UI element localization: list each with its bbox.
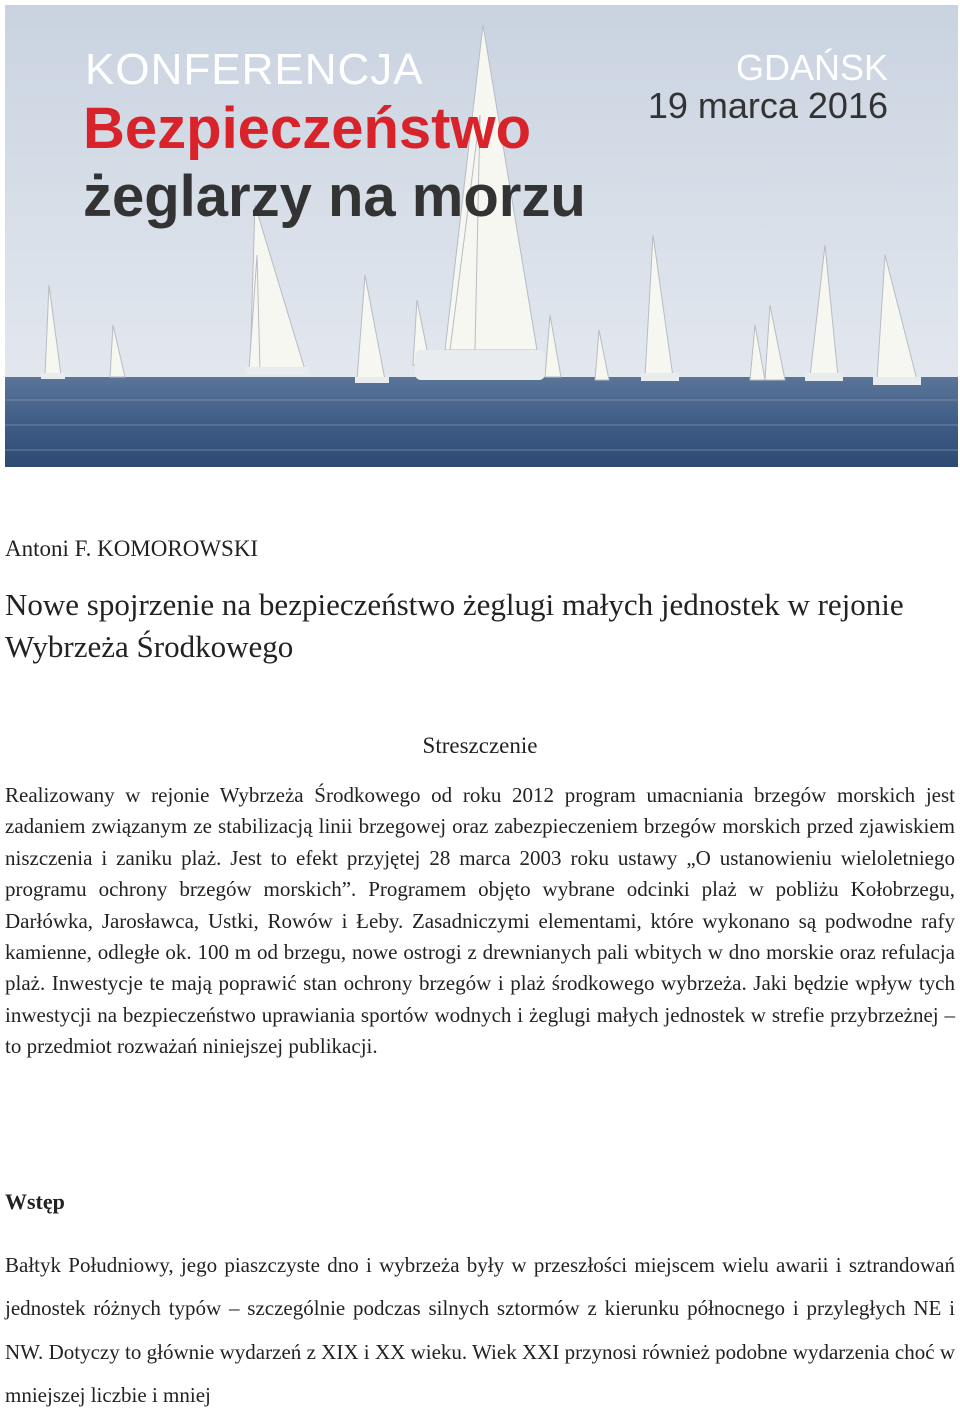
article-title: Nowe spojrzenie na bezpieczeństwo żeglugi małych jednostek w rejonie Wybrzeża Środkowego bbox=[5, 587, 904, 664]
banner-label: KONFERENCJA bbox=[85, 45, 424, 94]
intro-paragraph: Bałtyk Południowy, jego piaszczyste dno i wybrzeża były w przeszłości miejscem wielu awarii i sztrandowań jednostek różnych typów – szczególnie podczas silnych sztormów z kierunku północnego i przyległych NE i NW. Dotyczy to głównie wydarzeń z XIX i XX wieku. Wiek XXI przynosi również podobne wydarzenia choć w mniejszej liczbie i mniej bbox=[5, 1253, 955, 1407]
banner-city: GDAŃSK bbox=[735, 47, 888, 88]
banner-title-line1: Bezpieczeństwo bbox=[83, 96, 531, 161]
conference-banner bbox=[5, 5, 958, 467]
banner-title-line2: żeglarzy na morzu bbox=[83, 164, 586, 229]
author-name: Antoni F. KOMOROWSKI bbox=[5, 536, 259, 561]
section-heading: Wstęp bbox=[5, 1189, 65, 1214]
abstract-text: Realizowany w rejonie Wybrzeża Środkowego od roku 2012 program umacniania brzegów morskich jest zadaniem związanym ze stabilizacją linii brzegowej oraz zabezpieczeniem brzegów morskich przed zjawiskiem niszczenia i zaniku plaż. Jest to efekt przyjętej 28 marca 2003 roku ustawy „O ustanowieniu wieloletniego programu ochrony brzegów morskich”. Programem objęto wybrane odcinki plaż w pobliżu Kołobrzegu, Darłówka, Jarosławca, Ustki, Rowów i Łeby. Zasadniczymi elementami, które wykonano są podwodne rafy kamienne, odległe ok. 100 m od brzegu, nowe ostrogi z drewnianych pali wbitych w dno morskie oraz refulacja plaż. Inwestycje te mają poprawić stan ochrony brzegów i plaż środkowego wybrzeża. Jaki będzie wpływ tych inwestycji na bezpieczeństwo uprawiania sportów wodnych i żeglugi małych jednostek w strefie przybrzeżnej – to przedmiot rozważań niniejszej publikacji. bbox=[5, 783, 955, 1059]
banner-date: 19 marca 2016 bbox=[647, 85, 888, 126]
abstract-heading: Streszczenie bbox=[422, 733, 538, 758]
